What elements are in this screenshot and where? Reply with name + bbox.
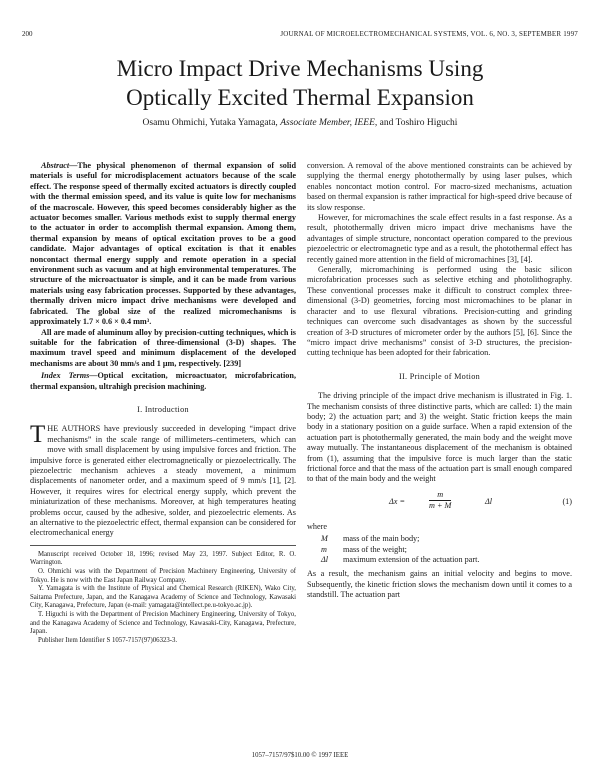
abstract-paragraph-1 bbox=[30, 161, 296, 328]
footnote-higuchi: T. Higuchi is with the Department of Precision Machinery Engineering, University of Tokyo, and the Kanagawa Academy of Science and Technology, Kawasaki-City, Kanagawa, Prefecture, Japan. bbox=[30, 610, 296, 636]
section-1-heading: I. Introduction bbox=[137, 404, 189, 414]
index-terms bbox=[30, 371, 296, 392]
abstract-paragraph-2: All are made of aluminum alloy by precision-cutting techniques, which is suitable for the fabrication of three-dimensional (3-D) shapes. The maximum travel speed and minimum displacement of the developed mechanisms are about 30 mm/s and 1 μm, respectively. [239] bbox=[30, 327, 296, 368]
right-column bbox=[307, 161, 572, 601]
author-membership: Associate Member, IEEE, bbox=[280, 118, 378, 128]
equation-denominator: m + M bbox=[429, 501, 452, 511]
page-number: 200 bbox=[22, 30, 33, 38]
definition-row: m mass of the weight; bbox=[321, 544, 407, 554]
drop-cap: T bbox=[30, 421, 46, 449]
intro-paragraph bbox=[30, 421, 296, 538]
body-paragraph-2: However, for micromachines the scale effect results in a fast response. As a result, photothermally driven micro impact drive mechanisms have the advantages of simple structure, noncontact operation compared to the previous piezoelectric or electromagnetic type and as a result, the photothermal effect has recently gained more attention in the field of micromachines [3], [4]. bbox=[307, 213, 572, 264]
footnote-publisher-id: Publisher Item Identifier S 1057-7157(97)06323-3. bbox=[38, 636, 178, 644]
definition-row: Δl maximum extension of the actuation part. bbox=[321, 555, 480, 564]
footnote-manuscript: Manuscript received October 18, 1996; revised May 23, 1997. Subject Editor, R. O. Warrington. bbox=[30, 550, 296, 567]
body-paragraph-1: conversion. A removal of the above mentioned constraints can be achieved by supplying the thermal energy photothermally by using laser pulses, which enables noncontact motion control. For macro-sized mechanisms, actuation based on thermal expansion is rather impractical for high-speed drive because of its slow response. bbox=[307, 161, 572, 212]
definition-row: M mass of the main body; bbox=[321, 534, 420, 544]
copyright-line: 1057–7157/97$10.00 © 1997 IEEE bbox=[251, 752, 349, 759]
body-paragraph-4: The driving principle of the impact drive mechanism is illustrated in Fig. 1. The mechanism consists of three distinctive parts, which are called: 1) the main body; 2) the actuation part; and 3) the weight. Static friction keeps the main body in a stationary position on a guide surface. When a rapid extension of the actuation part is photothermally generated, the main body and the weight move away mutually. The instantaneous displacement of the mechanism is obtained from (1), assuming that the impulsive force is much larger than the static frictional force and that the mass of the actuation part is small enough compared to that of the main body and the weight bbox=[307, 391, 572, 484]
author-line bbox=[0, 118, 600, 128]
running-header bbox=[22, 30, 578, 40]
section-2-heading: II. Principle of Motion bbox=[398, 371, 481, 381]
abstract-text-1: The physical phenomenon of thermal expansion of solid materials is useful for microdisplacement actuators because of the scale effect. The response speed of thermally excited actuators is directly coupled with the thermal emission speed, and its value is quite low for mechanisms of the macroscale. However, this speed becomes considerably higher as the actuator becomes smaller. Various methods exist to supply thermal energy to the actuator in order to accomplish thermal expansion. Among them, thermal expansion by means of optical excitation proves to be a good candidate. Major advantages of optical excitation is that it enables noncontact thermal energy supply and remote operation in a special environment such as vacuum and at high environmental temperatures. The structure of the microactuator is simple, and it can be made from various materials using easy fabrication processes. Supported by these advantages, thermally driven micro impact drive mechanisms were developed and fabricated. The global size of the realized micromechanisms is approximately 1.7 × 0.6 × 0.4 mm³. bbox=[30, 161, 296, 327]
authors-first: Osamu Ohmichi, Yutaka Yamagata, bbox=[142, 118, 278, 128]
abstract-label: Abstract— bbox=[41, 161, 78, 170]
title-line-2: Optically Excited Thermal Expansion bbox=[126, 85, 474, 110]
equation-rhs: Δl bbox=[485, 496, 493, 506]
journal-name: JOURNAL OF MICROELECTROMECHANICAL SYSTEMS, VOL. 6, NO. 3, SEPTEMBER 1997 bbox=[280, 30, 578, 38]
authors-last: and Toshiro Higuchi bbox=[379, 118, 458, 128]
paper-title bbox=[0, 54, 600, 112]
body-paragraph-3: Generally, micromachining is performed using the basic silicon microfabrication processes such as selective etching and photolithography. These conventional processes make it difficult to construct complex three-dimensional (3-D) geometries, forcing most micromachines to be planar in character and to use flexural vibrations. Precision-cutting and grinding techniques can overcome such disadvantages as shown by the successful creation of 3-D structures of micrometer order by the authors [5], [6]. Since the “micro impact drive mechanisms” consist of 3-D structures, the precision-cutting technique has been adopted for their fabrication. bbox=[307, 265, 572, 358]
title-line-1: Micro Impact Drive Mechanisms Using bbox=[116, 56, 484, 81]
where-label: where bbox=[307, 521, 328, 531]
equation-number: (1) bbox=[562, 496, 572, 506]
index-terms-text: —Optical excitation, microactuator, microfabrication, thermal expansion, ultrahigh precision machining. bbox=[30, 371, 296, 391]
footnotes bbox=[30, 545, 296, 646]
footnote-ohmichi: O. Ohmichi was with the Department of Precision Machinery Engineering, University of Tokyo. He is now with the East Japan Railway Company. bbox=[30, 568, 296, 584]
equation-lhs: Δx = bbox=[389, 496, 406, 506]
equation-numerator: m bbox=[429, 490, 451, 501]
symbol-definitions bbox=[321, 534, 572, 565]
index-terms-label: Index Terms bbox=[41, 371, 90, 381]
equation-1 bbox=[307, 490, 572, 516]
left-column bbox=[30, 161, 296, 645]
intro-text: HE AUTHORS have previously succeeded in developing “impact drive mechanisms” in the scale range of millimeters–centimeters, which can move with small displacement by using impulsive forces and friction. The impulsive force is generated either electromagnetically or piezoelectrically. The piezoelectric mechanism achieves a steady movement, a minimum displacements of nanometer order, and a maximum speed of 9 mm/s [1], [2]. However, it requires wires for electrical energy supply, which prevent the miniaturization of these mechanisms. Moreover, at high temperatures heating problems occur, caused by the adhesive, solder, and piezoelectric elements. As an alternative to the piezoelectric effect, thermal expansion can be considered for electromechanical energy bbox=[30, 424, 296, 538]
body-paragraph-5: As a result, the mechanism gains an initial velocity and begins to move. Subsequently, the kinetic friction slows the mechanism down until it comes to a standstill. The actuation part bbox=[307, 569, 572, 600]
footnote-yamagata: Y. Yamagata is with the Institute of Physical and Chemical Research (RIKEN), Wako City, Saitama Prefecture, Japan, and the Kanagawa Academy of Science and Technology, Kawasaki City, Kanagawa, Prefecture, Japan (e-mail: yamagata@intellect.pe.u-tokyo.ac.jp). bbox=[30, 585, 296, 610]
equation-fraction bbox=[429, 490, 451, 512]
